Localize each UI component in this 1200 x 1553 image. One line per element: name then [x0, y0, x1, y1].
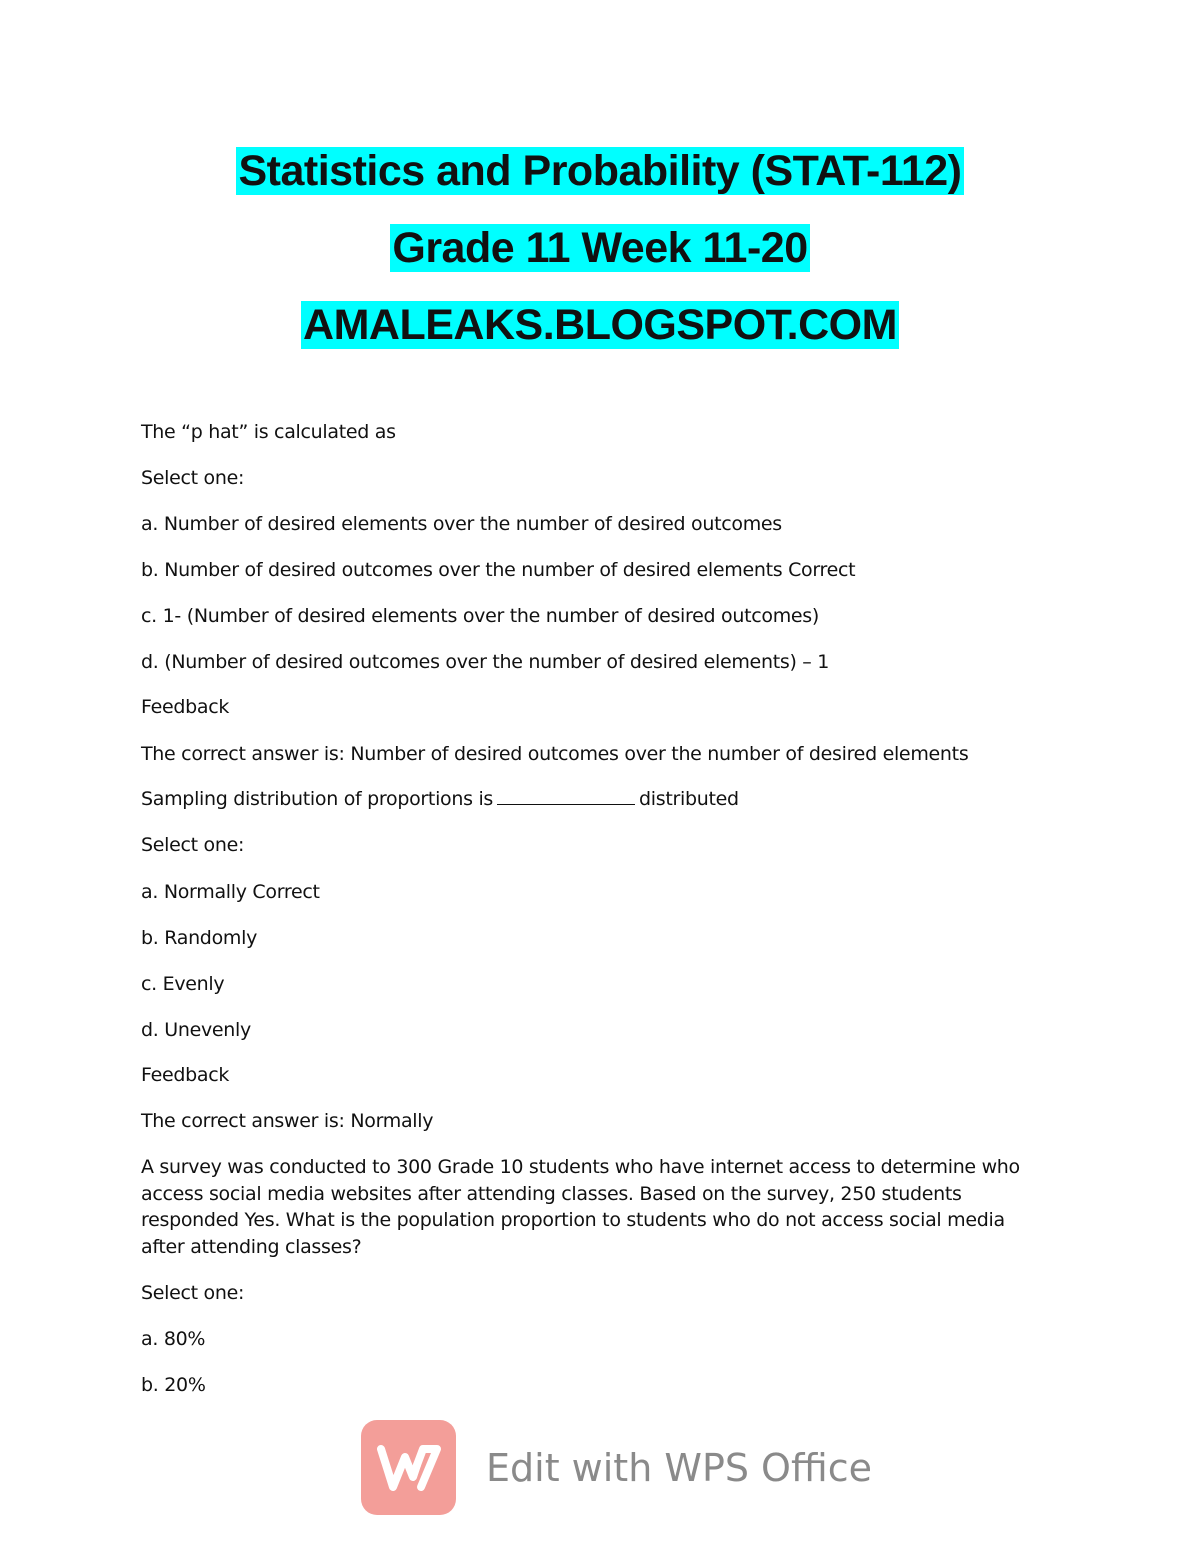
question-3-select-label: Select one:: [141, 1282, 245, 1304]
question-3-option-b: b. 20%: [141, 1374, 206, 1396]
wps-logo-icon: [361, 1420, 456, 1515]
question-1-select-label: Select one:: [141, 467, 245, 489]
question-2-option-b: b. Randomly: [141, 927, 258, 949]
document-subtitle-row: [0, 219, 1200, 277]
document-site-row: [0, 296, 1200, 354]
document-site-link: AMALEAKS.BLOGSPOT.COM: [303, 301, 897, 349]
question-1-option-a: a. Number of desired elements over the number of desired outcomes: [141, 513, 782, 535]
question-2-feedback-label: Feedback: [141, 1064, 230, 1086]
question-1-text: The “p hat” is calculated as: [141, 421, 396, 443]
question-3-text: A survey was conducted to 300 Grade 10 students who have internet access to determine who access social media websites after attending classes. Based on the survey, 250 students responded Yes. What is the population proportion to students who do not access social media after attending classes?: [141, 1156, 1020, 1258]
wps-watermark-text: Edit with WPS Office: [486, 1445, 872, 1490]
question-2-text-after: distributed: [639, 788, 739, 810]
question-2-answer: The correct answer is: Normally: [141, 1110, 434, 1132]
question-2-select-label: Select one:: [141, 834, 245, 856]
question-1-option-d: d. (Number of desired outcomes over the number of desired elements) – 1: [141, 651, 830, 673]
question-1-answer: The correct answer is: Number of desired outcomes over the number of desired elements: [141, 743, 969, 765]
question-2-option-a: a. Normally Correct: [141, 881, 320, 903]
document-title: Statistics and Probability (STAT-112): [238, 147, 962, 195]
question-2-text: [141, 786, 739, 812]
question-1-option-b: b. Number of desired outcomes over the number of desired elements Correct: [141, 559, 856, 581]
document-subtitle: Grade 11 Week 11-20: [392, 224, 808, 272]
question-2-option-c: c. Evenly: [141, 973, 225, 995]
question-2-option-d: d. Unevenly: [141, 1019, 251, 1041]
wps-watermark: [361, 1420, 872, 1515]
question-1-option-c: c. 1- (Number of desired elements over the number of desired outcomes): [141, 605, 820, 627]
question-2-text-before: Sampling distribution of proportions is: [141, 788, 494, 810]
question-3-option-a: a. 80%: [141, 1328, 206, 1350]
fill-in-blank: [497, 789, 635, 805]
document-title-row: [0, 142, 1200, 200]
question-1-feedback-label: Feedback: [141, 696, 230, 718]
